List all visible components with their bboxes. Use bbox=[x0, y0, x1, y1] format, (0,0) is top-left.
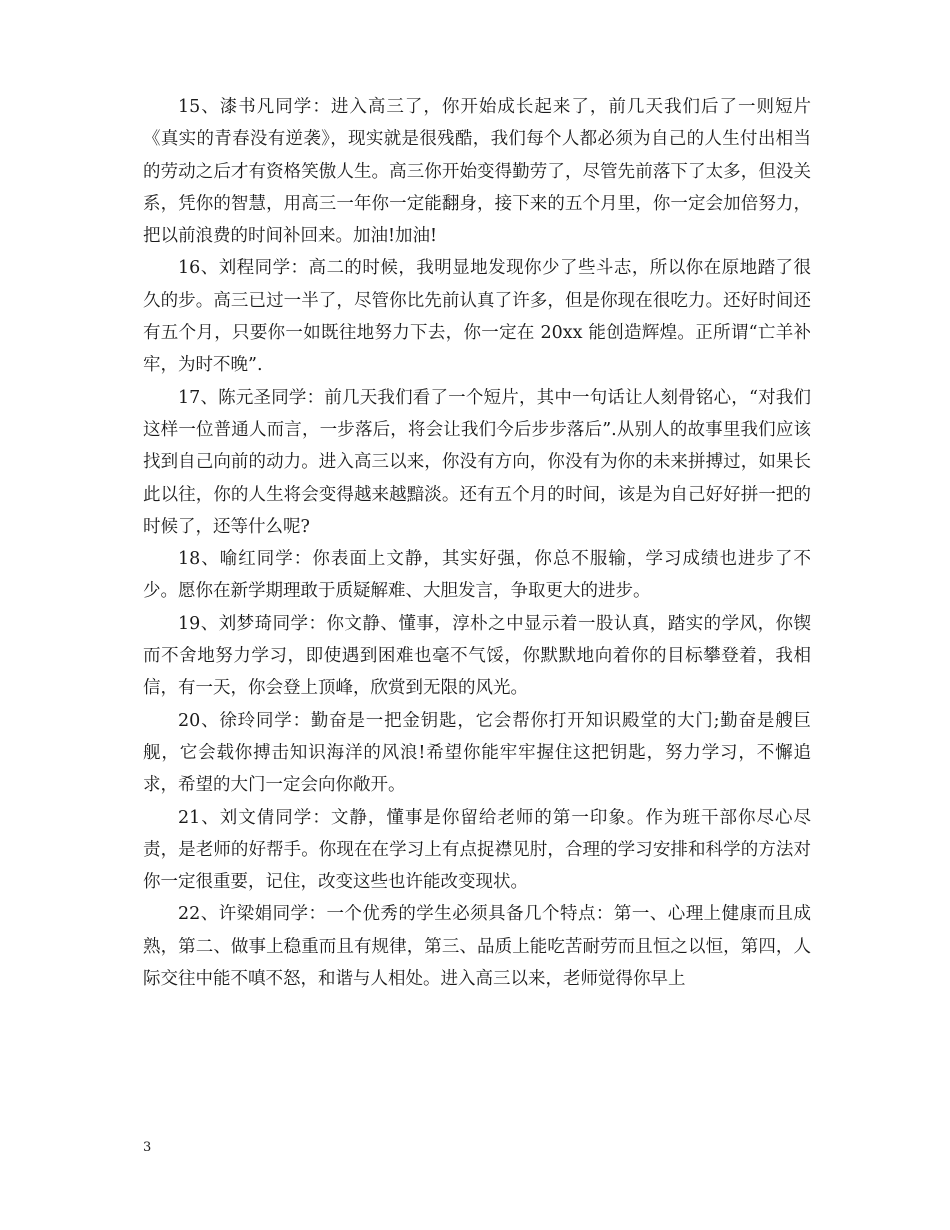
comment-paragraph-16: 16、刘程同学：高二的时候，我明显地发现你少了些斗志，所以你在原地踏了很久的步。高三已过一半了，尽管你比先前认真了许多，但是你现在很吃力。还好时间还有五个月，只要你一如既往地努力下去，你一定在 20xx 能创造辉煌。正所谓“亡羊补牢，为时不晚”. bbox=[143, 258, 811, 376]
comment-paragraph-22: 22、许梁娟同学：一个优秀的学生必须具备几个特点：第一、心理上健康而且成熟，第二、做事上稳重而且有规律，第三、品质上能吃苦耐劳而且恒之以恒，第四，人际交往中能不嗔不怒，和谐与人相处。进入高三以来，老师觉得你早上 bbox=[143, 904, 811, 990]
comment-paragraph-20: 20、徐玲同学：勤奋是一把金钥匙，它会帮你打开知识殿堂的大门;勤奋是艘巨舰，它会载你搏击知识海洋的风浪!希望你能牢牢握住这把钥匙，努力学习，不懈追求，希望的大门一定会向你敞开。 bbox=[143, 710, 811, 796]
comment-paragraph-19: 19、刘梦琦同学：你文静、懂事，淳朴之中显示着一股认真，踏实的学风，你锲而不舍地努力学习，即使遇到困难也毫不气馁，你默默地向着你的目标攀登着，我相信，有一天，你会登上顶峰，欣赏到无限的风光。 bbox=[143, 613, 811, 699]
comment-paragraph-18: 18、喻红同学：你表面上文静，其实好强，你总不服输，学习成绩也进步了不少。愿你在新学期理敢于质疑解难、大胆发言，争取更大的进步。 bbox=[143, 549, 811, 602]
comment-paragraph-21: 21、刘文倩同学：文静，懂事是你留给老师的第一印象。作为班干部你尽心尽责，是老师的好帮手。你现在在学习上有点捉襟见肘，合理的学习安排和科学的方法对你一定很重要，记住，改变这些也许能改变现状。 bbox=[143, 807, 811, 893]
page-number: 3 bbox=[143, 1140, 152, 1155]
document-body bbox=[143, 91, 811, 995]
comment-paragraph-17: 17、陈元圣同学：前几天我们看了一个短片，其中一句话让人刻骨铭心，“对我们这样一位普通人而言，一步落后，将会让我们今后步步落后”.从别人的故事里我们应该找到自己向前的动力。进入高三以来，你没有方向，你没有为你的未来拼搏过，如果长此以往，你的人生将会变得越来越黯淡。还有五个月的时间，该是为自己好好拼一把的时候了，还等什么呢? bbox=[143, 387, 811, 537]
comment-paragraph-15: 15、漆书凡同学：进入高三了，你开始成长起来了，前几天我们后了一则短片《真实的青春没有逆袭》，现实就是很残酷，我们每个人都必须为自己的人生付出相当的劳动之后才有资格笑傲人生。高三你开始变得勤劳了，尽管先前落下了太多，但没关系，凭你的智慧，用高三一年你一定能翻身，接下来的五个月里，你一定会加倍努力，把以前浪费的时间补回来。加油!加油! bbox=[143, 97, 811, 247]
